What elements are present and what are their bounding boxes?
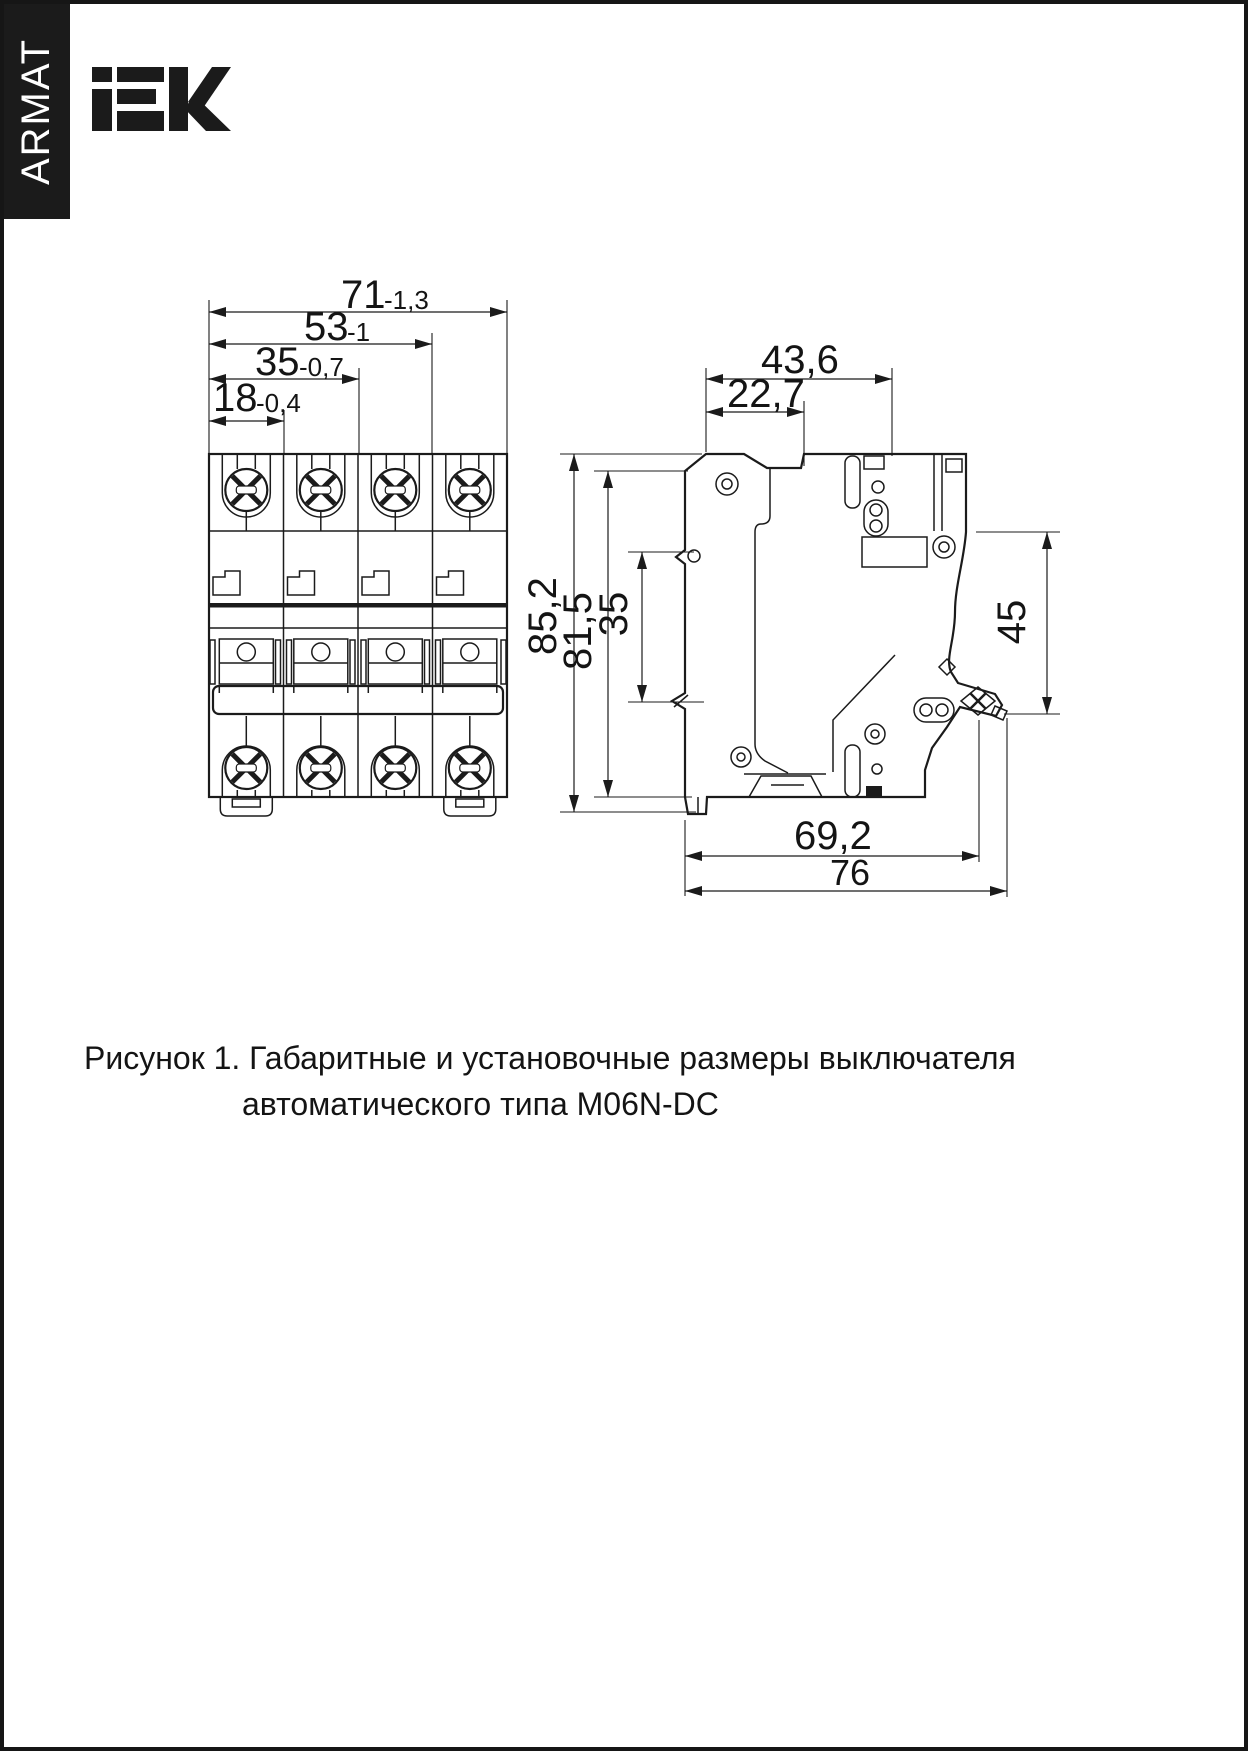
dim-45: 45 <box>990 599 1034 645</box>
dim-69-2: 69,2 <box>794 814 872 858</box>
dim-71-tol: -1,3 <box>384 285 429 315</box>
dim-53-value: 53 <box>304 305 349 349</box>
dim-width-one-pole <box>209 376 301 454</box>
technical-drawing <box>4 4 1248 1751</box>
dim-43-6: 43,6 <box>761 338 839 382</box>
dim-22-7: 22,7 <box>727 372 805 416</box>
dim-width-total <box>209 273 507 454</box>
side-view-drawing <box>672 454 1007 814</box>
dim-71-value: 71 <box>341 273 386 317</box>
dim-depth-top-half <box>706 372 805 466</box>
figure-caption-line1: Рисунок 1. Габаритные и установочные размеры выключателя <box>84 1040 1016 1076</box>
dim-35-value: 35 <box>255 340 300 384</box>
dim-18-value: 18 <box>213 376 258 420</box>
dim-front-height <box>976 532 1060 714</box>
dim-35-tol: -0,7 <box>299 352 344 382</box>
dim-85-2: 85,2 <box>521 577 565 655</box>
dim-53-tol: -1 <box>347 317 371 347</box>
dim-18-tol: -0,4 <box>256 388 301 418</box>
dim-depth-bottom-full <box>685 718 1007 897</box>
dim-81-5: 81,5 <box>556 592 600 670</box>
front-view-drawing <box>209 454 507 816</box>
figure-caption-line2: автоматического типа M06N-DC <box>242 1086 719 1122</box>
dim-35-rail: 35 <box>592 591 636 637</box>
dim-76: 76 <box>830 852 871 893</box>
dim-rail-slot <box>592 552 704 702</box>
brand-sidebar-label: ARMAT <box>14 37 59 186</box>
